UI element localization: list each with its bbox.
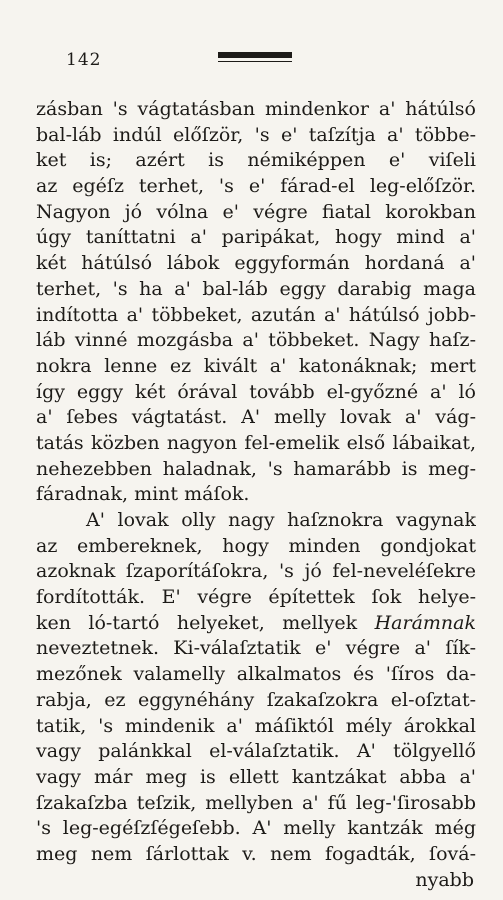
text-line: fordították. E' végre építettek ſok helye- [36, 586, 476, 609]
text-line: meg nem ſárlottak v. nem fogadták, ſová- [36, 842, 476, 865]
header-rule-thin [218, 61, 292, 62]
paragraph-start-line: A' lovak olly nagy haſznokra vagynak [86, 509, 476, 531]
header-rule-thick [218, 52, 292, 58]
header-rule [218, 52, 292, 62]
paragraph-end-line: fáradnak, mint máſok. [36, 483, 250, 506]
text-line: rabja, ez eggynéhány ſzakaſzokra el-oſztat- [36, 688, 476, 711]
text-line: ſzakaſzba teſzik, mellyben a' fű leg-'ſirosabb [36, 791, 476, 814]
text-line: bal-láb indúl előſzör, 's e' taſzítja a' többe- [36, 123, 476, 146]
text-line: nehezebben haladnak, 's hamarább is meg- [36, 457, 476, 480]
text-line: vagy palánkkal el-válaſztatik. A' tölgyellő [36, 740, 476, 763]
text-line: tatás közben nagyon fel-emelik első lábaikat, [36, 431, 476, 454]
text-line: azoknak ſzaporítáſokra, 's jó fel-neveléſekre [36, 560, 476, 583]
text-line: két hátúlsó lábok eggyformán hordaná a' [36, 252, 476, 275]
page-number: 142 [66, 50, 102, 70]
text-line: neveztetnek. Ki-válaſztatik e' végre a' ſík- [36, 637, 476, 660]
text-line: 's leg-egéſzſégeſebb. A' melly kantzák még [36, 817, 476, 840]
text-line: ken ló-tartó helyeket, mellyek Harámnak [36, 611, 476, 634]
text-line: így eggy két órával tovább el-győzné a' ló [36, 380, 476, 403]
text-line: láb vinné mozgásba a' többeket. Nagy haſz- [36, 329, 476, 352]
text-line: úgy taníttatni a' paripákat, hogy mind a' [36, 226, 476, 249]
text-line: tatik, 's mindenik a' máſiktól mély árokkal [36, 714, 476, 737]
text-line: vagy már meg is ellett kantzákat abba a' [36, 765, 476, 788]
text-line: mezőnek valamelly alkalmatos és 'ſíros da- [36, 663, 476, 686]
catchword: nyabb [415, 868, 474, 891]
text-line: az egéſz terhet, 's e' fárad-el leg-előſzör. [36, 175, 476, 198]
text-line: zásban 's vágtatásban mindenkor a' hátúlsó [36, 98, 476, 120]
text-line: a' ſebes vágtatást. A' melly lovak a' vág- [36, 406, 476, 429]
text-line: terhet, 's ha a' bal-láb eggy darabig maga [36, 277, 476, 300]
body-text [36, 97, 476, 893]
italic-term: Harámnak [374, 611, 476, 634]
text-line: Nagyon jó vólna e' végre fiatal korokban [36, 200, 476, 223]
text-line: indította a' többeket, azután a' hátúlsó jobb- [36, 303, 476, 326]
text-line: nokra lenne ez kivált a' katonáknak; mert [36, 354, 476, 377]
text-line: ket is; azért is némiképpen e' viſeli [36, 149, 476, 172]
text-line: az embereknek, hogy minden gondjokat [36, 534, 476, 557]
